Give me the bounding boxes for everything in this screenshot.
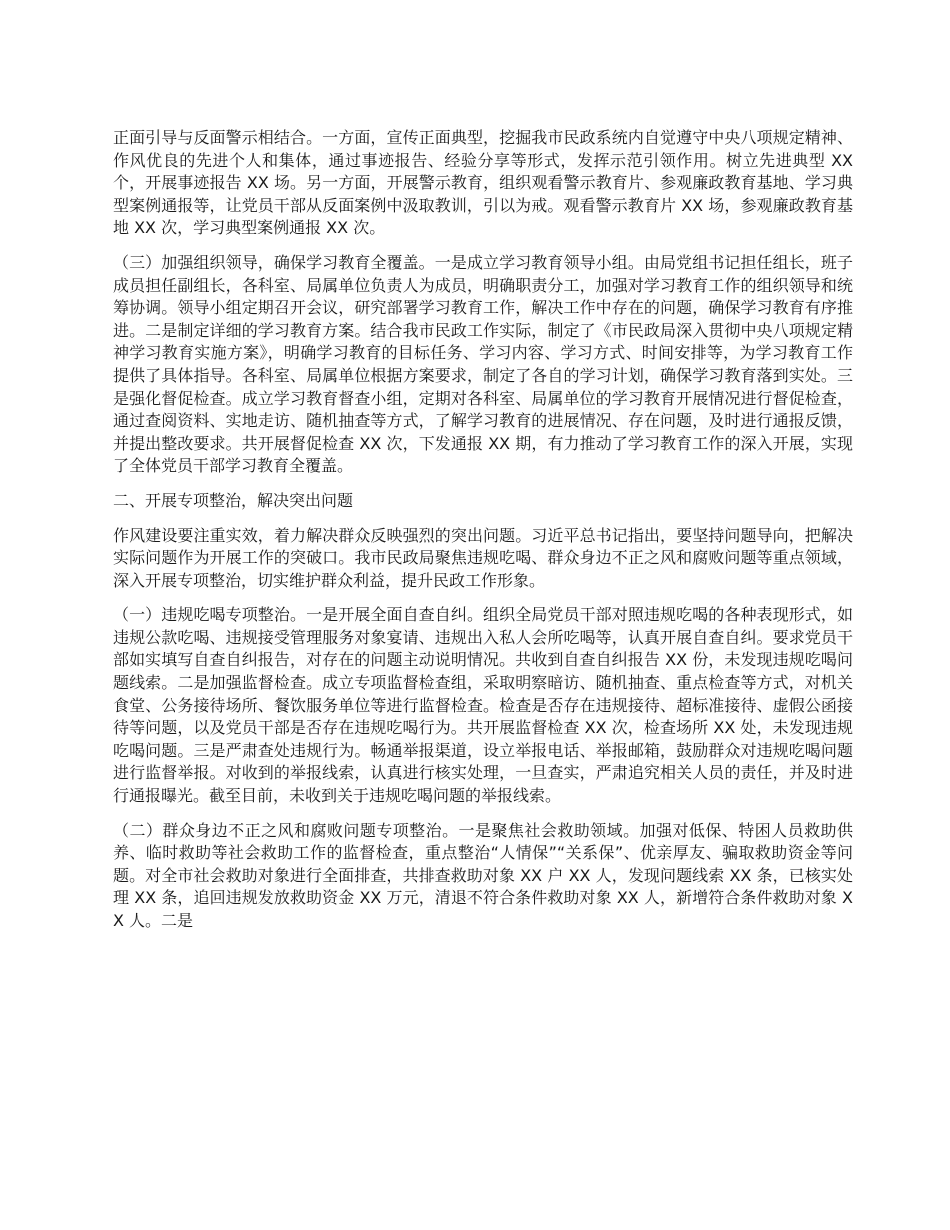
- document-page: [113, 127, 853, 945]
- paragraph-work-style-intro: 作风建设要注重实效，着力解决群众反映强烈的突出问题。习近平总书记指出，要坚持问题导向，把解决实际问题作为开展工作的突破口。我市民政局聚焦违规吃喝、群众身边不正之风和腐败问题等重点领域，深入开展专项整治，切实维护群众利益，提升民政工作形象。: [113, 525, 853, 590]
- section-heading-special-rectification: 二、开展专项整治，解决突出问题: [113, 490, 354, 510]
- paragraph-corruption-rectification: （二）群众身边不正之风和腐败问题专项整治。一是聚焦社会救助领域。加强对低保、特困人员救助供养、临时救助等社会救助工作的监督检查，重点整治“人情保”“关系保”、优亲厚友、骗取救助资金等问题。对全市社会救助对象进行全面排查，共排查救助对象 XX 户 XX 人，发现问题线索 XX 条，已核实处理 XX 条，追回违规发放救助资金 XX 万元，清退不符合条件救助对象 XX 人，新增符合条件救助对象 XX 人。二是: [113, 820, 853, 930]
- paragraph-warning-education: 正面引导与反面警示相结合。一方面，宣传正面典型，挖掘我市民政系统内自觉遵守中央八项规定精神、作风优良的先进个人和集体，通过事迹报告、经验分享等形式，发挥示范引领作用。树立先进典型 XX 个，开展事迹报告 XX 场。另一方面，开展警示教育，组织观看警示教育片、参观廉政教育基地、学习典型案例通报等，让党员干部从反面案例中汲取教训，引以为戒。观看警示教育片 XX 场，参观廉政教育基地 XX 次，学习典型案例通报 XX 次。: [113, 128, 853, 238]
- paragraph-organization-leadership: （三）加强组织领导，确保学习教育全覆盖。一是成立学习教育领导小组。由局党组书记担任组长，班子成员担任副组长，各科室、局属单位负责人为成员，明确职责分工，加强对学习教育工作的组织领导和统筹协调。领导小组定期召开会议，研究部署学习教育工作，解决工作中存在的问题，确保学习教育有序推进。二是制定详细的学习教育方案。结合我市民政工作实际，制定了《市民政局深入贯彻中央八项规定精神学习教育实施方案》，明确学习教育的目标任务、学习内容、学习方式、时间安排等，为学习教育工作提供了具体指导。各科室、局属单位根据方案要求，制定了各自的学习计划，确保学习教育落到实处。三是强化督促检查。成立学习教育督查小组，定期对各科室、局属单位的学习教育开展情况进行督促检查，通过查阅资料、实地走访、随机抽查等方式，了解学习教育的进展情况、存在问题，及时进行通报反馈，并提出整改要求。共开展督促检查 XX 次，下发通报 XX 期，有力推动了学习教育工作的深入开展，实现了全体党员干部学习教育全覆盖。: [113, 252, 853, 476]
- paragraph-dining-rectification: （一）违规吃喝专项整治。一是开展全面自查自纠。组织全局党员干部对照违规吃喝的各种表现形式，如违规公款吃喝、违规接受管理服务对象宴请、违规出入私人会所吃喝等，认真开展自查自纠。要求党员干部如实填写自查自纠报告，对存在的问题主动说明情况。共收到自查自纠报告 XX 份，未发现违规吃喝问题线索。二是加强监督检查。成立专项监督检查组，采取明察暗访、随机抽查、重点检查等方式，对机关食堂、公务接待场所、餐饮服务单位等进行监督检查。检查是否存在违规接待、超标准接待、虚假公函接待等问题，以及党员干部是否存在违规吃喝行为。共开展监督检查 XX 次，检查场所 XX 处，未发现违规吃喝问题。三是严肃查处违规行为。畅通举报渠道，设立举报电话、举报邮箱，鼓励群众对违规吃喝问题进行监督举报。对收到的举报线索，认真进行核实处理，一旦查实，严肃追究相关人员的责任，并及时进行通报曝光。截至目前，未收到关于违规吃喝问题的举报线索。: [113, 605, 853, 806]
